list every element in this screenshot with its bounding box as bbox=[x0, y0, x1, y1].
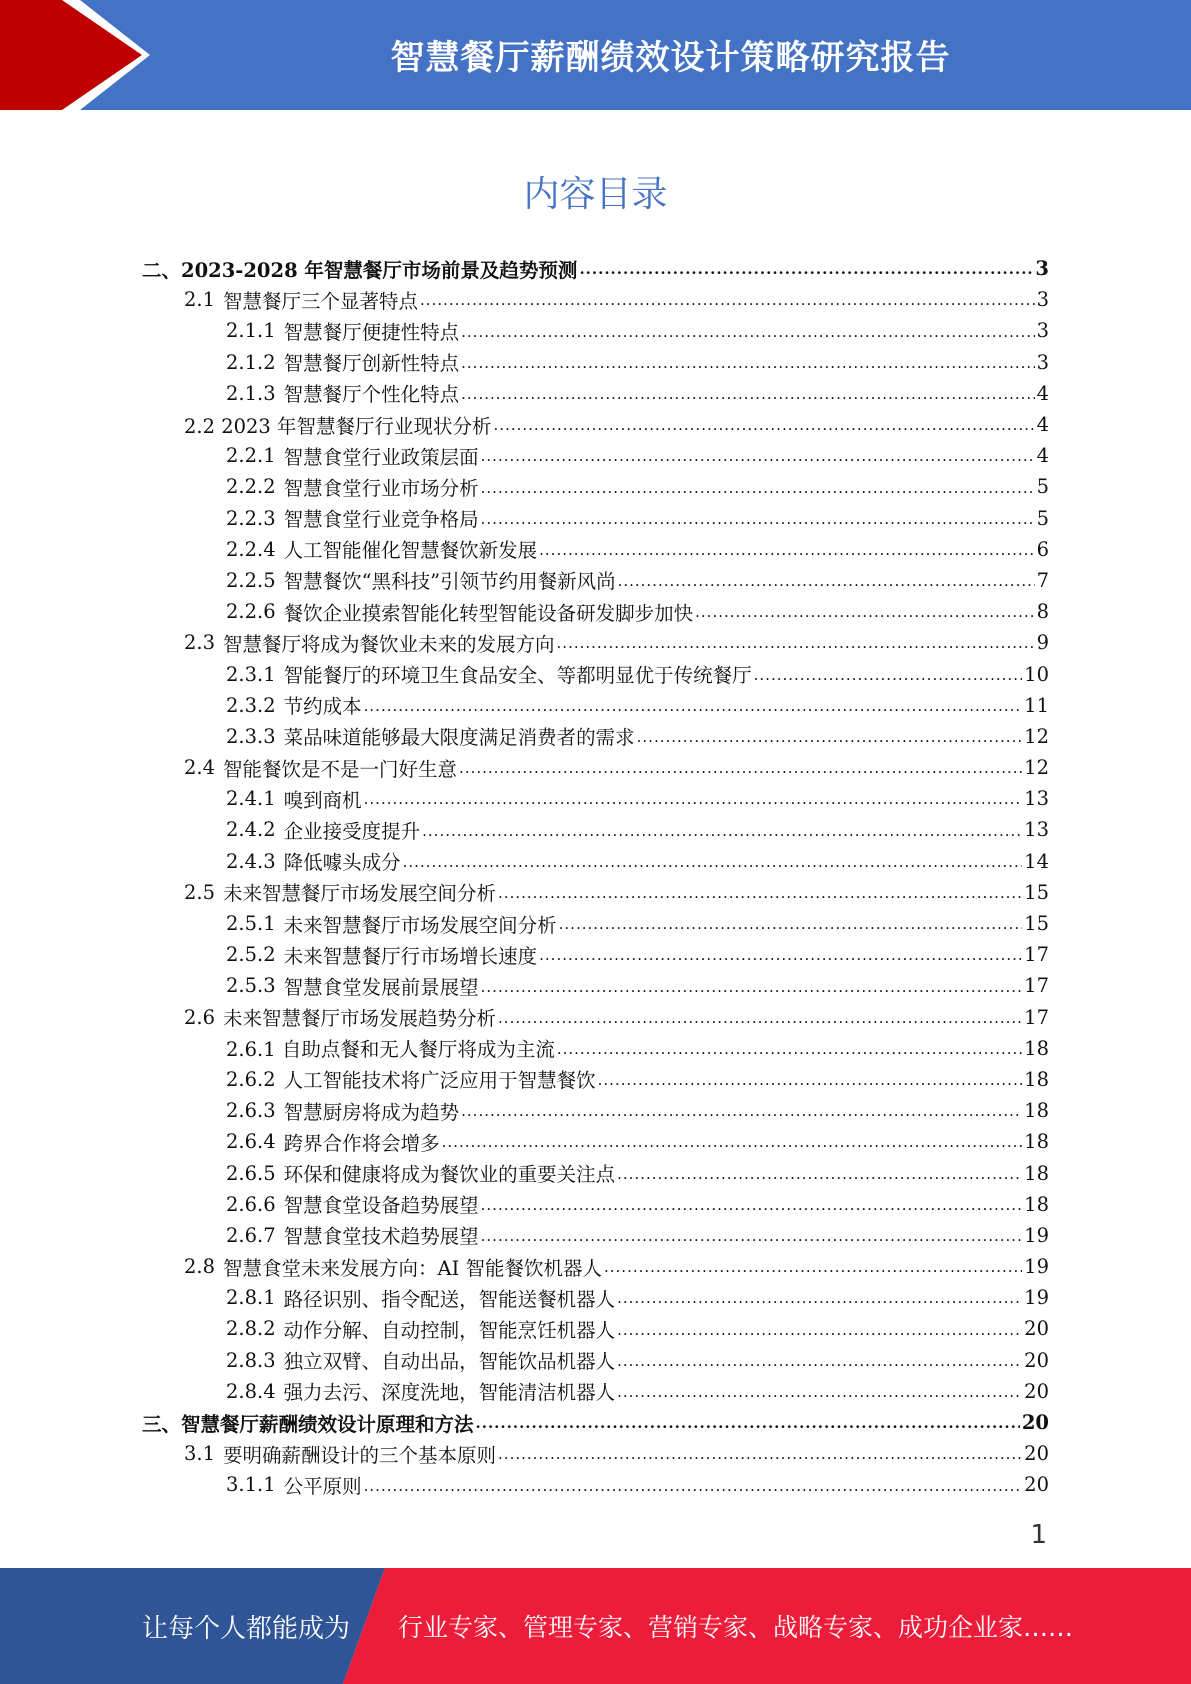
toc-entry[interactable] bbox=[142, 1251, 1049, 1282]
toc-leader-dots bbox=[617, 1289, 1022, 1313]
toc-entry-page: 6 bbox=[1036, 537, 1049, 561]
toc-leader-dots bbox=[461, 323, 1034, 347]
toc-entry-number: 2.6.4 bbox=[226, 1130, 276, 1154]
toc-entry-page: 19 bbox=[1024, 1286, 1049, 1310]
toc-entry-number: 2.6.5 bbox=[226, 1161, 276, 1185]
toc-entry[interactable] bbox=[142, 409, 1049, 440]
toc-entry-title: 智慧食堂行业竞争格局 bbox=[283, 508, 479, 532]
toc-entry-page: 18 bbox=[1024, 1036, 1049, 1060]
toc-leader-dots bbox=[498, 1009, 1022, 1033]
toc-entry-page: 14 bbox=[1024, 849, 1049, 873]
toc-entry-number: 3.1.1 bbox=[226, 1473, 276, 1497]
toc-leader-dots bbox=[403, 853, 1023, 877]
toc-leader-dots bbox=[598, 1071, 1023, 1095]
toc-entry-page: 13 bbox=[1024, 818, 1049, 842]
toc-entry-title: 智慧食堂行业政策层面 bbox=[283, 445, 479, 469]
toc-entry[interactable] bbox=[142, 1033, 1049, 1064]
toc-leader-dots bbox=[557, 634, 1035, 658]
toc-leader-dots bbox=[481, 510, 1035, 534]
toc-entry[interactable] bbox=[142, 315, 1049, 346]
toc-entry-title: 餐饮企业摸索智能化转型智能设备研发脚步加快 bbox=[283, 601, 694, 625]
toc-leader-dots bbox=[557, 1040, 1022, 1064]
toc-entry-page: 9 bbox=[1036, 631, 1049, 655]
toc-entry[interactable] bbox=[142, 1407, 1049, 1438]
toc-leader-dots bbox=[637, 728, 1023, 752]
toc-entry-page: 4 bbox=[1036, 381, 1049, 405]
toc-leader-dots bbox=[604, 1258, 1022, 1282]
toc-entry-title: 智慧食堂设备趋势展望 bbox=[283, 1194, 479, 1218]
toc-leader-dots bbox=[420, 291, 1035, 315]
toc-entry-title: 未来智慧餐厅市场发展空间分析 bbox=[223, 882, 497, 906]
toc-entry-page: 17 bbox=[1024, 943, 1049, 967]
toc-entry[interactable] bbox=[142, 939, 1049, 970]
toc-entry-page: 10 bbox=[1024, 662, 1049, 686]
toc-leader-dots bbox=[459, 759, 1022, 783]
toc-entry-number: 2.1.2 bbox=[226, 350, 276, 374]
toc-entry[interactable] bbox=[142, 1313, 1049, 1344]
toc-leader-dots bbox=[364, 1477, 1023, 1501]
toc-entry-page: 7 bbox=[1036, 568, 1049, 592]
toc-leader-dots bbox=[481, 1227, 1023, 1251]
toc-leader-dots bbox=[422, 822, 1022, 846]
toc-entry[interactable] bbox=[142, 1002, 1049, 1033]
toc-entry-title: 二、2023-2028 年智慧餐厅市场前景及趋势预测 bbox=[142, 258, 578, 282]
toc-entry[interactable] bbox=[142, 565, 1049, 596]
toc-entry-page: 18 bbox=[1024, 1192, 1049, 1216]
page-number: 1 bbox=[1030, 1520, 1047, 1550]
toc-entry-title: 智慧餐厅三个显著特点 bbox=[223, 289, 419, 313]
toc-entry-page: 15 bbox=[1024, 912, 1049, 936]
toc-entry-title: 跨界合作将会增多 bbox=[283, 1131, 440, 1155]
toc-entry-number: 2.8.4 bbox=[226, 1379, 276, 1403]
toc-entry-number: 2.2.2 bbox=[226, 475, 276, 499]
toc-entry[interactable] bbox=[142, 690, 1049, 721]
toc-entry-title: 智慧餐厅将成为餐饮业未来的发展方向 bbox=[223, 632, 555, 656]
toc-entry-page: 20 bbox=[1024, 1473, 1049, 1497]
toc-entry-number: 2.6 bbox=[184, 1005, 216, 1029]
toc-entry[interactable] bbox=[142, 783, 1049, 814]
toc-leader-dots bbox=[442, 1133, 1023, 1157]
toc-entry-title: 未来智慧餐厅市场发展空间分析 bbox=[283, 913, 557, 937]
toc-leader-dots bbox=[617, 1383, 1022, 1407]
toc-entry-title: 智慧食堂技术趋势展望 bbox=[283, 1225, 479, 1249]
toc-entry-page: 20 bbox=[1021, 1411, 1049, 1435]
toc-leader-dots bbox=[618, 572, 1035, 596]
toc-entry-title: 三、智慧餐厅薪酬绩效设计原理和方法 bbox=[142, 1412, 474, 1436]
toc-entry-number: 2.5.2 bbox=[226, 943, 276, 967]
toc-entry[interactable] bbox=[142, 721, 1049, 752]
toc-entry-page: 20 bbox=[1024, 1442, 1049, 1466]
toc-entry-number: 2.6.6 bbox=[226, 1192, 276, 1216]
toc-entry-title: 智能餐饮是不是一门好生意 bbox=[223, 757, 458, 781]
toc-entry-title: 嗅到商机 bbox=[283, 788, 362, 812]
toc-entry-title: 2.6.1 自助点餐和无人餐厅将成为主流 bbox=[226, 1038, 555, 1062]
toc-leader-dots bbox=[364, 697, 1023, 721]
toc-entry-page: 20 bbox=[1024, 1317, 1049, 1341]
toc-entry-title: 菜品味道能够最大限度满足消费者的需求 bbox=[283, 726, 635, 750]
toc-entry-number: 2.2.5 bbox=[226, 568, 276, 592]
toc-leader-dots bbox=[481, 447, 1035, 471]
toc-entry-page: 5 bbox=[1036, 475, 1049, 499]
toc-entry-number: 2.8.1 bbox=[226, 1286, 276, 1310]
toc-entry-title: 人工智能催化智慧餐饮新发展 bbox=[283, 539, 538, 563]
toc-entry-title: 智能餐厅的环境卫生食品安全、等都明显优于传统餐厅 bbox=[283, 664, 752, 688]
toc-entry-title: 独立双臂、自动出品，智能饮品机器人 bbox=[283, 1350, 616, 1374]
toc-entry[interactable] bbox=[142, 658, 1049, 689]
toc-entry[interactable] bbox=[142, 440, 1049, 471]
toc-entry-title: 公平原则 bbox=[283, 1474, 362, 1498]
toc-entry-page: 17 bbox=[1024, 974, 1049, 998]
toc-entry-page: 8 bbox=[1036, 600, 1049, 624]
toc-entry[interactable] bbox=[142, 471, 1049, 502]
toc-leader-dots bbox=[617, 1352, 1022, 1376]
toc-entry-page: 4 bbox=[1036, 413, 1049, 437]
toc-entry-number: 2.5 bbox=[184, 880, 216, 904]
toc-entry[interactable] bbox=[142, 503, 1049, 534]
toc-leader-dots bbox=[754, 666, 1023, 690]
toc-entry[interactable] bbox=[142, 347, 1049, 378]
toc-leader-dots bbox=[364, 790, 1023, 814]
toc-entry-page: 20 bbox=[1024, 1348, 1049, 1372]
toc-entry-page: 3 bbox=[1036, 319, 1049, 343]
toc-entry-number: 2.1.3 bbox=[226, 381, 276, 405]
toc-entry-title: 智慧餐厅便捷性特点 bbox=[283, 320, 460, 344]
toc-entry[interactable] bbox=[142, 1376, 1049, 1407]
toc-entry-title: 要明确薪酬设计的三个基本原则 bbox=[223, 1443, 497, 1467]
toc-entry-number: 2.6.3 bbox=[226, 1099, 276, 1123]
toc-entry-title: 未来智慧餐厅市场发展趋势分析 bbox=[223, 1007, 497, 1031]
toc-entry-page: 15 bbox=[1024, 880, 1049, 904]
toc-leader-dots bbox=[617, 1321, 1022, 1345]
toc-entry-number: 3.1 bbox=[184, 1442, 216, 1466]
toc-entry-title: 2.2 2023 年智慧餐厅行业现状分析 bbox=[184, 414, 492, 438]
toc-entry[interactable] bbox=[142, 1157, 1049, 1188]
toc-leader-dots bbox=[461, 354, 1034, 378]
toc-entry-page: 17 bbox=[1024, 1005, 1049, 1029]
toc-entry[interactable] bbox=[142, 752, 1049, 783]
toc-entry[interactable] bbox=[142, 627, 1049, 658]
toc-entry-number: 2.3.2 bbox=[226, 693, 276, 717]
toc-entry-page: 19 bbox=[1024, 1223, 1049, 1247]
toc-leader-dots bbox=[481, 978, 1023, 1002]
toc-entry-page: 11 bbox=[1024, 693, 1049, 717]
toc-entry[interactable] bbox=[142, 814, 1049, 845]
toc-entry-number: 2.1.1 bbox=[226, 319, 276, 343]
toc-leader-dots bbox=[695, 603, 1034, 627]
toc-leader-dots bbox=[498, 884, 1022, 908]
toc-heading: 内容目录 bbox=[523, 174, 668, 215]
toc-entry-title: 降低噱头成分 bbox=[283, 851, 401, 875]
toc-entry-title: 智慧厨房将成为趋势 bbox=[283, 1100, 460, 1124]
toc-entry-page: 5 bbox=[1036, 506, 1049, 530]
toc-leader-dots bbox=[481, 479, 1035, 503]
footer-band bbox=[0, 1568, 1191, 1684]
toc-entry-number: 2.2.6 bbox=[226, 600, 276, 624]
toc-entry-title: 智慧食堂行业市场分析 bbox=[283, 476, 479, 500]
header-band bbox=[0, 0, 1191, 110]
toc-entry[interactable] bbox=[142, 846, 1049, 877]
toc-entry-number: 2.2.3 bbox=[226, 506, 276, 530]
toc-entry-number: 2.8.2 bbox=[226, 1317, 276, 1341]
footer-slogan-right: 行业专家、管理专家、营销专家、战略专家、成功企业家…… bbox=[398, 1613, 1074, 1642]
toc-entry[interactable] bbox=[142, 877, 1049, 908]
toc-entry-page: 12 bbox=[1024, 756, 1049, 780]
toc-entry-number: 2.1 bbox=[184, 288, 216, 312]
toc-leader-dots bbox=[498, 1445, 1022, 1469]
document-title: 智慧餐厅薪酬绩效设计策略研究报告 bbox=[390, 37, 951, 78]
toc-entry-number: 2.2.4 bbox=[226, 537, 276, 561]
toc-leader-dots bbox=[494, 416, 1035, 440]
chevron-logo-icon bbox=[0, 0, 160, 110]
toc-entry-number: 2.4.1 bbox=[226, 787, 276, 811]
footer-slogan-left: 让每个人都能成为 bbox=[142, 1613, 351, 1644]
toc-entry-page: 12 bbox=[1024, 724, 1049, 748]
toc-entry[interactable] bbox=[142, 1438, 1049, 1469]
toc-entry[interactable] bbox=[142, 1220, 1049, 1251]
toc-entry-page: 3 bbox=[1036, 350, 1049, 374]
toc-entry-title: 智慧食堂发展前景展望 bbox=[283, 975, 479, 999]
toc-leader-dots bbox=[539, 946, 1022, 970]
toc-leader-dots bbox=[579, 260, 1033, 284]
toc-entry-title: 智慧餐厅个性化特点 bbox=[283, 383, 460, 407]
toc-entry-number: 2.4.2 bbox=[226, 818, 276, 842]
toc-entry-title: 环保和健康将成为餐饮业的重要关注点 bbox=[283, 1163, 616, 1187]
toc-entry-number: 2.8 bbox=[184, 1255, 216, 1279]
toc-entry[interactable] bbox=[142, 1126, 1049, 1157]
toc-entry-title: 未来智慧餐厅行市场增长速度 bbox=[283, 944, 538, 968]
toc-entry-title: 动作分解、自动控制，智能烹饪机器人 bbox=[283, 1318, 616, 1342]
toc-leader-dots bbox=[481, 1196, 1023, 1220]
toc-entry-title: 路径识别、指令配送，智能送餐机器人 bbox=[283, 1287, 616, 1311]
toc-leader-dots bbox=[559, 915, 1023, 939]
toc-entry[interactable] bbox=[142, 1064, 1049, 1095]
toc-entry-page: 18 bbox=[1024, 1099, 1049, 1123]
toc-entry-page: 13 bbox=[1024, 787, 1049, 811]
toc-entry[interactable] bbox=[142, 284, 1049, 315]
toc-entry-number: 2.5.3 bbox=[226, 974, 276, 998]
toc-entry-number: 2.4.3 bbox=[226, 849, 276, 873]
toc-entry-number: 2.5.1 bbox=[226, 912, 276, 936]
toc-entry-page: 4 bbox=[1036, 444, 1049, 468]
toc-entry-title: 节约成本 bbox=[283, 695, 362, 719]
toc-entry-title: 智慧餐厅创新性特点 bbox=[283, 352, 460, 376]
toc-leader-dots bbox=[476, 1414, 1020, 1438]
toc-entry[interactable] bbox=[142, 378, 1049, 409]
toc-entry-page: 18 bbox=[1024, 1067, 1049, 1091]
toc-entry[interactable] bbox=[142, 534, 1049, 565]
toc-entry-number: 2.3 bbox=[184, 631, 216, 655]
toc-entry[interactable] bbox=[142, 1282, 1049, 1313]
toc-entry-page: 3 bbox=[1036, 288, 1049, 312]
toc-entry[interactable] bbox=[142, 1469, 1049, 1500]
toc-entry-number: 2.3.3 bbox=[226, 724, 276, 748]
toc-entry-page: 18 bbox=[1024, 1130, 1049, 1154]
toc-entry[interactable] bbox=[142, 1189, 1049, 1220]
toc-entry-title: 强力去污、深度洗地，智能清洁机器人 bbox=[283, 1381, 616, 1405]
toc-entry-title: 企业接受度提升 bbox=[283, 819, 421, 843]
toc-entry[interactable] bbox=[142, 1095, 1049, 1126]
toc-entry-title: 智慧餐饮“黑科技”引领节约用餐新风尚 bbox=[283, 570, 616, 594]
toc-entry-title: 人工智能技术将广泛应用于智慧餐饮 bbox=[283, 1069, 596, 1093]
toc-entry[interactable] bbox=[142, 908, 1049, 939]
toc-entry-title: 智慧食堂未来发展方向：AI 智能餐饮机器人 bbox=[223, 1256, 602, 1280]
toc-entry-page: 18 bbox=[1024, 1161, 1049, 1185]
toc-entry-number: 2.2.1 bbox=[226, 444, 276, 468]
toc-entry[interactable] bbox=[142, 970, 1049, 1001]
toc-leader-dots bbox=[617, 1165, 1022, 1189]
toc-entry-page: 20 bbox=[1024, 1379, 1049, 1403]
toc-entry[interactable] bbox=[142, 1345, 1049, 1376]
toc-entry-number: 2.6.2 bbox=[226, 1067, 276, 1091]
toc-leader-dots bbox=[539, 541, 1034, 565]
table-of-contents bbox=[142, 253, 1049, 1501]
toc-entry-number: 2.3.1 bbox=[226, 662, 276, 686]
toc-entry-page: 3 bbox=[1035, 257, 1049, 281]
toc-entry[interactable] bbox=[142, 596, 1049, 627]
toc-entry-number: 2.4 bbox=[184, 756, 216, 780]
toc-entry-page: 19 bbox=[1024, 1255, 1049, 1279]
toc-entry-number: 2.8.3 bbox=[226, 1348, 276, 1372]
toc-entry[interactable] bbox=[142, 253, 1049, 284]
toc-entry-number: 2.6.7 bbox=[226, 1223, 276, 1247]
toc-leader-dots bbox=[461, 1102, 1022, 1126]
toc-leader-dots bbox=[461, 385, 1034, 409]
